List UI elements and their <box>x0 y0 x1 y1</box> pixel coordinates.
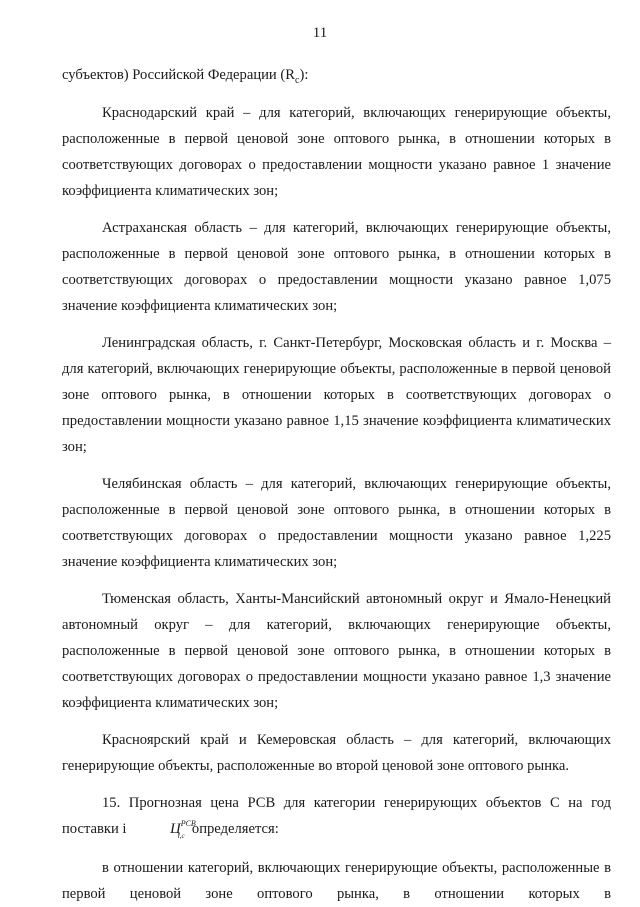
paragraph-leningrad: Ленинградская область, г. Санкт-Петербург, Московская область и г. Москва – для категорий, включающих генерирующие объекты, расположенные в первой ценовой зоне оптового рынка, в отношении которых в соответствующих договорах о предоставлении мощности указано равное 1,15 значение коэффициента климатических зон; <box>62 334 611 455</box>
paragraph-15-tail: определяется: <box>191 820 279 837</box>
intro-text: субъектов) Российской Федерации (R <box>62 67 295 83</box>
page-number: 11 <box>312 25 328 41</box>
paragraph-15-text: 15. Прогнозная цена РСВ для категории генерирующих объектов С на год поставки i <box>62 794 611 837</box>
formula-main: Ц <box>170 820 181 837</box>
paragraph-intro <box>62 62 611 94</box>
r-subscript: c <box>295 74 300 86</box>
paragraph-astrakhan: Астраханская область – для категорий, включающих генерирующие объекты, расположенные в первой ценовой зоне оптового рынка, в отношении которых в соответствующих договорах о предоставлении мощности указано равное 1,075 значение коэффициента климатических зон; <box>62 219 611 314</box>
paragraph-tyumen: Тюменская область, Ханты-Мансийский автономный округ и Ямало-Ненецкий автономный округ – для категорий, включающих генерирующие объекты, расположенные в первой ценовой зоне оптового рынка, в отношении которых в соответствующих договорах о предоставлении мощности указано равное 1,3 значение коэффициента климатических зон; <box>62 590 611 711</box>
intro-tail: ): <box>299 67 309 83</box>
document-body <box>62 62 611 907</box>
formula-superscript: РСВ <box>180 818 196 828</box>
formula-c-rsv <box>130 816 196 844</box>
paragraph-first-zone: в отношении категорий, включающих генерирующие объекты, расположенные в первой ценовой зоне оптового рынка, в отношении которых в <box>62 859 611 902</box>
paragraph-krasnodar: Краснодарский край – для категорий, включающих генерирующие объекты, расположенные в первой ценовой зоне оптового рынка, в отношении которых в соответствующих договорах о предоставлении мощности указано равное 1 значение коэффициента климатических зон; <box>62 104 611 199</box>
formula-subscript: i,c <box>177 831 185 840</box>
paragraph-chelyabinsk: Челябинская область – для категорий, включающих генерирующие объекты, расположенные в первой ценовой зоне оптового рынка, в отношении которых в соответствующих договорах о предоставлении мощности указано равное 1,225 значение коэффициента климатических зон; <box>62 475 611 570</box>
paragraph-krasnoyarsk: Красноярский край и Кемеровская область – для категорий, включающих генерирующие объекты, расположенные во второй ценовой зоне оптового рынка. <box>62 731 611 774</box>
paragraph-15 <box>62 790 611 844</box>
